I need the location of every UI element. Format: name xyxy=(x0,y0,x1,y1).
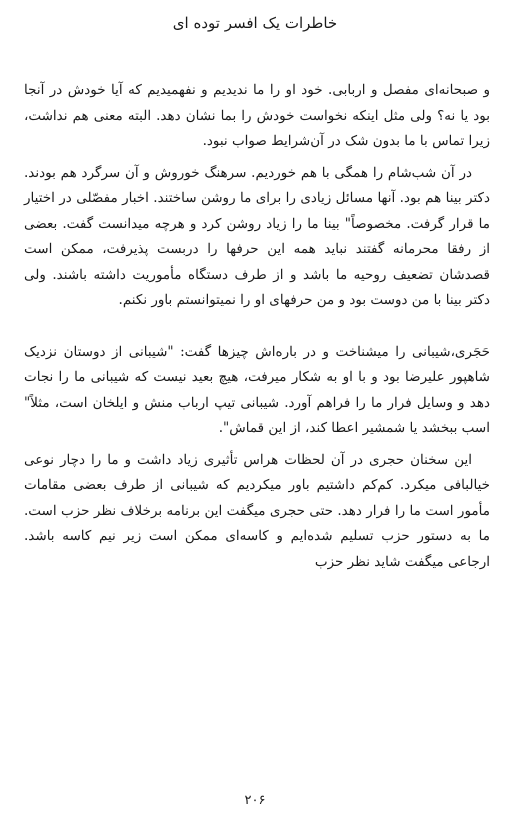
paragraph-3: حَجَری،شیبانی را میشناخت و در باره‌اش چیزها گفت: "شیبانی از دوستان نزدیک شاهپور علیرضا بود و با او به شکار میرفت، هیچ بعید نیست که شیبانی ما را نجات دهد و وسایل فرار ما را فراهم آورد. شیبانی تیپ ارباب منش و ایلخان است، مثلاً" اسب ببخشد یا شمشیر اعطا کند، از این قماش". xyxy=(24,343,490,436)
page-number: ۲۰۶ xyxy=(244,793,266,808)
paragraph-4: این سخنان حجری در آن لحظات هراس تأثیری زیاد داشت و ما را دچار نوعی خیالبافی میکرد. کم‌کم داشتیم باور میکردیم که شیبانی از طرف بعضی مقامات مأمور است ما را فرار دهد. حتی حجری میگفت این برنامه برخلاف نظر حزب است. ما به دستور حزب تسلیم شده‌ایم و کاسه‌ای ممکن است زیر نیم کاسه باشد. ارجاعی میگفت شاید نظر حزب xyxy=(24,451,490,570)
paragraph-2: در آن شب‌شام را همگی با هم خوردیم. سرهنگ خوروش و آن سرگرد هم بودند. دکتر بینا هم بود. آنها مسائل زیادی را برای ما روشن ساختند. اخبار مفصّلی در اختیار ما قرار گرفت. مخصوصاً" بینا ما را زیاد روشن کرد و هرچه میدانست گفت. بعضی از رفقا محرمانه گفتند نباید همه این حرفها را دربست پذیرفت، ممکن است قصدشان تضعیف روحیه ما باشد و از طرف دستگاه مأموریت داشته باشند. ولی دکتر بینا با من دوست بود و من حرفهای او را نمیتوانستم باور نکنم. xyxy=(24,164,490,308)
paragraph-1: و صبحانه‌ای مفصل و اربابی. خود او را ما ندیدیم و نفهمیدیم که آیا خودش در آنجا بود یا نه؟ ولی مثل اینکه نخواست خودش را بما نشان دهد. البته معنی هم نداشت، زیرا تماس با ما بدون شک در آن‌شرایط صواب نبود. xyxy=(24,82,490,149)
running-header: خاطرات یک افسر توده ای xyxy=(172,14,338,32)
body-text xyxy=(24,78,490,575)
